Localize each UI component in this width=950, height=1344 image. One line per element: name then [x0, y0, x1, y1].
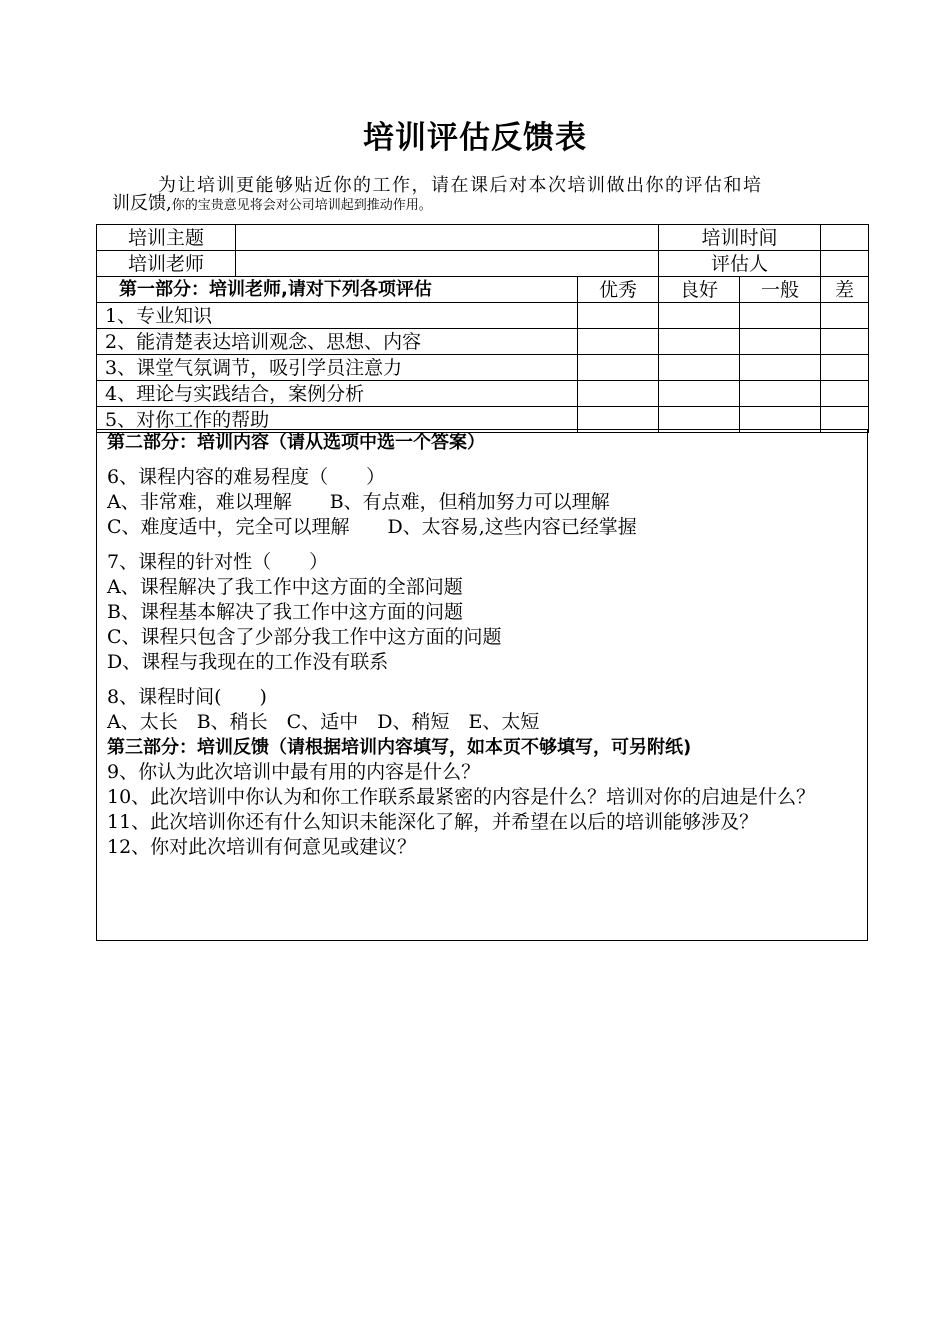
- teacher-label: 培训老师: [97, 251, 236, 277]
- rating-cell-excellent[interactable]: [578, 355, 659, 381]
- evaluation-table: [96, 224, 869, 433]
- rating-cell-excellent[interactable]: [578, 381, 659, 407]
- intro-line-2-start: 训反馈,: [112, 193, 172, 214]
- table-row: [97, 303, 869, 329]
- evaluator-field[interactable]: [821, 251, 869, 277]
- questions-section: [96, 429, 868, 941]
- q12-question: 12、你对此次培训有何意见或建议？: [107, 836, 417, 858]
- evaluator-label: 评估人: [659, 251, 821, 277]
- q8-question: 8、课程时间( ): [107, 686, 267, 708]
- teacher-row: [97, 251, 869, 277]
- intro-line-2-small: 你的宝贵意见将会对公司培训起到推动作用。: [171, 198, 432, 213]
- rating-header-excellent: 优秀: [578, 277, 659, 303]
- q9-question: 9、你认为此次培训中最有用的内容是什么？: [107, 761, 481, 783]
- part1-heading: 第一部分：培训老师,请对下列各项评估: [97, 277, 578, 303]
- teacher-field[interactable]: [236, 251, 659, 277]
- part1-header-row: [97, 277, 869, 303]
- q6-option-line: C、难度适中，完全可以理解 D、太容易,这些内容已经掌握: [107, 516, 637, 538]
- rating-cell-average[interactable]: [740, 355, 821, 381]
- time-label: 培训时间: [659, 225, 821, 251]
- page-title: 培训评估反馈表: [363, 120, 587, 156]
- time-field[interactable]: [821, 225, 869, 251]
- criterion-label: 3、课堂气氛调节，吸引学员注意力: [97, 355, 578, 381]
- rating-cell-good[interactable]: [659, 303, 740, 329]
- criterion-label: 2、能清楚表达培训观念、思想、内容: [97, 329, 578, 355]
- topic-field[interactable]: [236, 225, 659, 251]
- part3-heading: 第三部分：培训反馈（请根据培训内容填写，如本页不够填写，可另附纸): [107, 737, 692, 758]
- criterion-label: 4、理论与实践结合，案例分析: [97, 381, 578, 407]
- q7-question: 7、课程的针对性（ ）: [107, 551, 329, 573]
- rating-header-average: 一般: [740, 277, 821, 303]
- intro-text: [112, 172, 862, 220]
- rating-cell-excellent[interactable]: [578, 303, 659, 329]
- rating-cell-poor[interactable]: [821, 381, 869, 407]
- part2-heading: 第二部分：培训内容（请从选项中选一个答案）: [107, 432, 485, 453]
- topic-row: [97, 225, 869, 251]
- q11-question: 11、此次培训你还有什么知识未能深化了解，并希望在以后的培训能够涉及？: [107, 811, 759, 833]
- table-row: [97, 355, 869, 381]
- topic-label: 培训主题: [97, 225, 236, 251]
- criterion-label: 1、专业知识: [97, 303, 578, 329]
- rating-cell-average[interactable]: [740, 303, 821, 329]
- q7-option-c: C、课程只包含了少部分我工作中这方面的问题: [107, 626, 502, 648]
- rating-cell-poor[interactable]: [821, 303, 869, 329]
- rating-cell-poor[interactable]: [821, 329, 869, 355]
- rating-cell-average[interactable]: [740, 329, 821, 355]
- rating-cell-average[interactable]: [740, 381, 821, 407]
- rating-cell-good[interactable]: [659, 355, 740, 381]
- rating-cell-excellent[interactable]: [578, 329, 659, 355]
- q6-question: 6、课程内容的难易程度（ ）: [107, 466, 386, 488]
- q7-option-d: D、课程与我现在的工作没有联系: [107, 651, 389, 673]
- rating-header-poor: 差: [821, 277, 869, 303]
- rating-header-good: 良好: [659, 277, 740, 303]
- table-row: [97, 329, 869, 355]
- criterion-label: 5、对你工作的帮助: [97, 407, 578, 433]
- q10-question: 10、此次培训中你认为和你工作联系最紧密的内容是什么？培训对你的启迪是什么？: [107, 786, 816, 808]
- rating-cell-good[interactable]: [659, 329, 740, 355]
- q7-option-b: B、课程基本解决了我工作中这方面的问题: [107, 601, 463, 623]
- table-row: [97, 381, 869, 407]
- intro-line-1: 为让培训更能够贴近你的工作，请在课后对本次培训做出你的评估和培: [158, 175, 763, 196]
- q6-option-line: A、非常难，难以理解 B、有点难，但稍加努力可以理解: [107, 491, 610, 513]
- q7-option-a: A、课程解决了我工作中这方面的全部问题: [107, 576, 463, 598]
- rating-cell-poor[interactable]: [821, 355, 869, 381]
- rating-cell-good[interactable]: [659, 381, 740, 407]
- q8-options: A、太长 B、稍长 C、适中 D、稍短 E、太短: [107, 711, 540, 733]
